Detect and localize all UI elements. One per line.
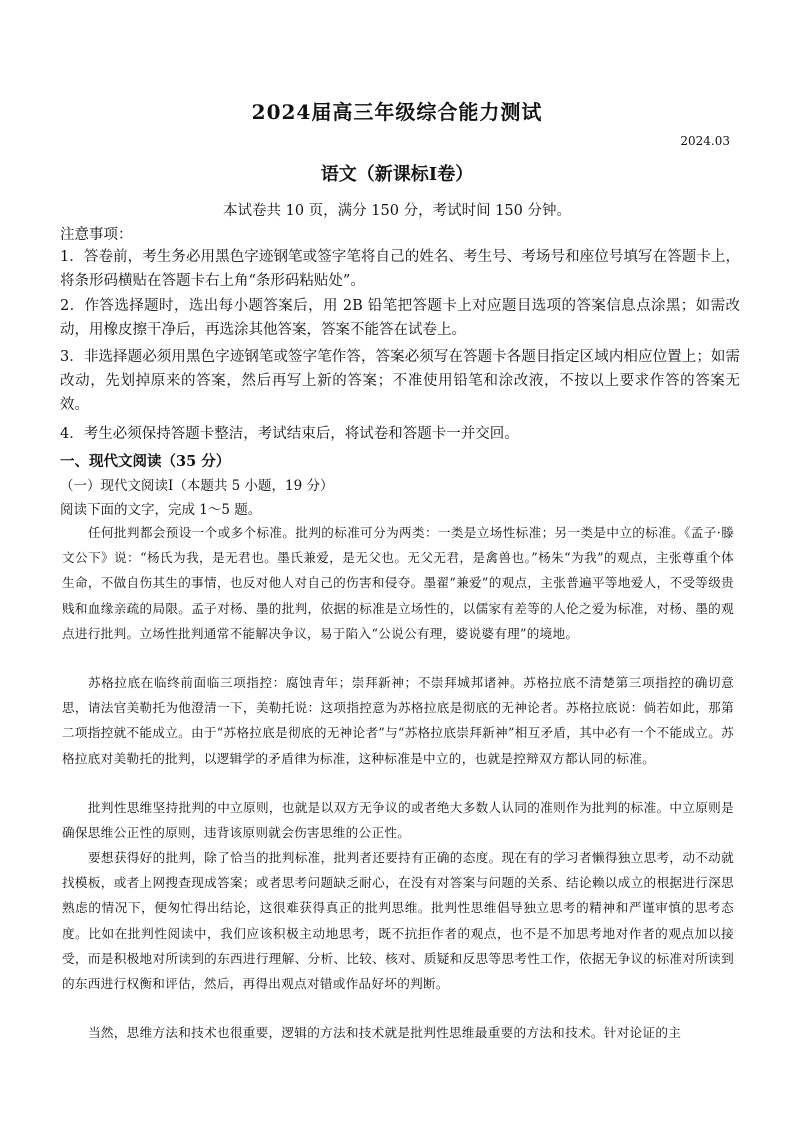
reading-instruction: 阅读下面的文字，完成 1～5 题。	[60, 502, 262, 518]
passage-paragraph: 任何批判都会预设一个或多个标准。批判的标准可分为两类：一类是立场性标准；另一类是中立的标准。《孟子·滕文公下》说：“杨氏为我，是无君也。墨氏兼爱，是无父也。无父无君，是禽兽也。”杨朱“为我”的观点，主张尊重个体生命，不做自伤其生的事情，也反对他人对自己的伤害和侵夺。墨翟“兼爱”的观点，主张普遍平等地爱人，不受等级贵贱和血缘亲疏的局限。孟子对杨、墨的批判，依据的标准是立场性的，以儒家有差等的人伦之爱为标准，对杨、墨的观点进行批判。立场性批判通常不能解决争议，易于陷入“公说公有理，婆说婆有理”的境地。	[62, 525, 734, 641]
note-item: 2．作答选择题时，选出每小题答案后，用 2B 铅笔把答题卡上对应题目选项的答案信息点涂黑；如需改动，用橡皮擦干净后，再选涂其他答案，答案不能答在试卷上。	[60, 298, 740, 338]
note-item: 4．考生必须保持答题卡整洁，考试结束后，将试卷和答题卡一并交回。	[60, 426, 519, 442]
section-subheading: （一）现代文阅读Ⅰ（本题共 5 小题，19 分）	[60, 478, 334, 494]
subject-title: 语文（新课标Ⅰ卷）	[320, 164, 474, 185]
passage-paragraph: 苏格拉底在临终前面临三项指控：腐蚀青年；崇拜新神；不崇拜城邦诸神。苏格拉底不清楚第三项指控的确切意思，请法官美勒托为他澄清一下，美勒托说：这项指控意为苏格拉底是彻底的无神论者。苏格拉底说：倘若如此，那第二项指控就不能成立。由于“苏格拉底是彻底的无神论者”与“苏格拉底崇拜新神”相互矛盾，其中必有一个不能成立。苏格拉底对美勒托的批判，以逻辑学的矛盾律为标准，这种标准是中立的，也就是控辩双方都认同的标准。	[62, 675, 734, 766]
notes-heading: 注意事项：	[60, 227, 133, 243]
note-item: 1．答卷前，考生务必用黑色字迹钢笔或签字笔将自己的姓名、考生号、考场号和座位号填写在答题卡上，将条形码横贴在答题卡右上角“条形码粘贴处”。	[60, 249, 740, 289]
section-heading: 一、现代文阅读（35 分）	[60, 453, 231, 470]
passage-paragraph: 要想获得好的批判，除了恰当的批判标准，批判者还要持有正确的态度。现在有的学习者懒得独立思考，动不动就找模板，或者上网搜查现成答案；或者思考问题缺乏耐心，在没有对答案与问题的关系、结论赖以成立的根据进行深思熟虑的情况下，便匆忙得出结论，这很难获得真正的批判思维。批判性思维倡导独立思考的精神和严谨审慎的思考态度。比如在批判性阅读中，我们应该积极主动地思考，既不抗拒作者的观点，也不是不加思考地对作者的观点加以接受，而是积极地对所读到的东西进行理解、分析、比较、核对、质疑和反思等思考性工作，依据无争议的标准对所读到的东西进行权衡和评估，然后，再得出观点对错或作品好坏的判断。	[62, 850, 734, 992]
passage-paragraph: 批判性思维坚持批判的中立原则，也就是以双方无争议的或者绝大多数人认同的准则作为批判的标准。中立原则是确保思维公正性的原则，违背该原则就会伤害思维的公正性。	[62, 800, 734, 841]
note-item: 3．非选择题必须用黑色字迹钢笔或签字笔作答，答案必须写在答题卡各题目指定区域内相应位置上；如需改动，先划掉原来的答案，然后再写上新的答案；不准使用铅笔和涂改液，不按以上要求作答的答案无效。	[60, 349, 740, 413]
exam-title: 2024届高三年级综合能力测试	[251, 100, 543, 124]
exam-info: 本试卷共 10 页，满分 150 分，考试时间 150 分钟。	[223, 203, 571, 219]
passage-paragraph: 当然，思维方法和技术也很重要，逻辑的方法和技术就是批判性思维最重要的方法和技术。针对论证的主	[88, 1025, 682, 1040]
exam-date: 2024.03	[680, 134, 730, 148]
